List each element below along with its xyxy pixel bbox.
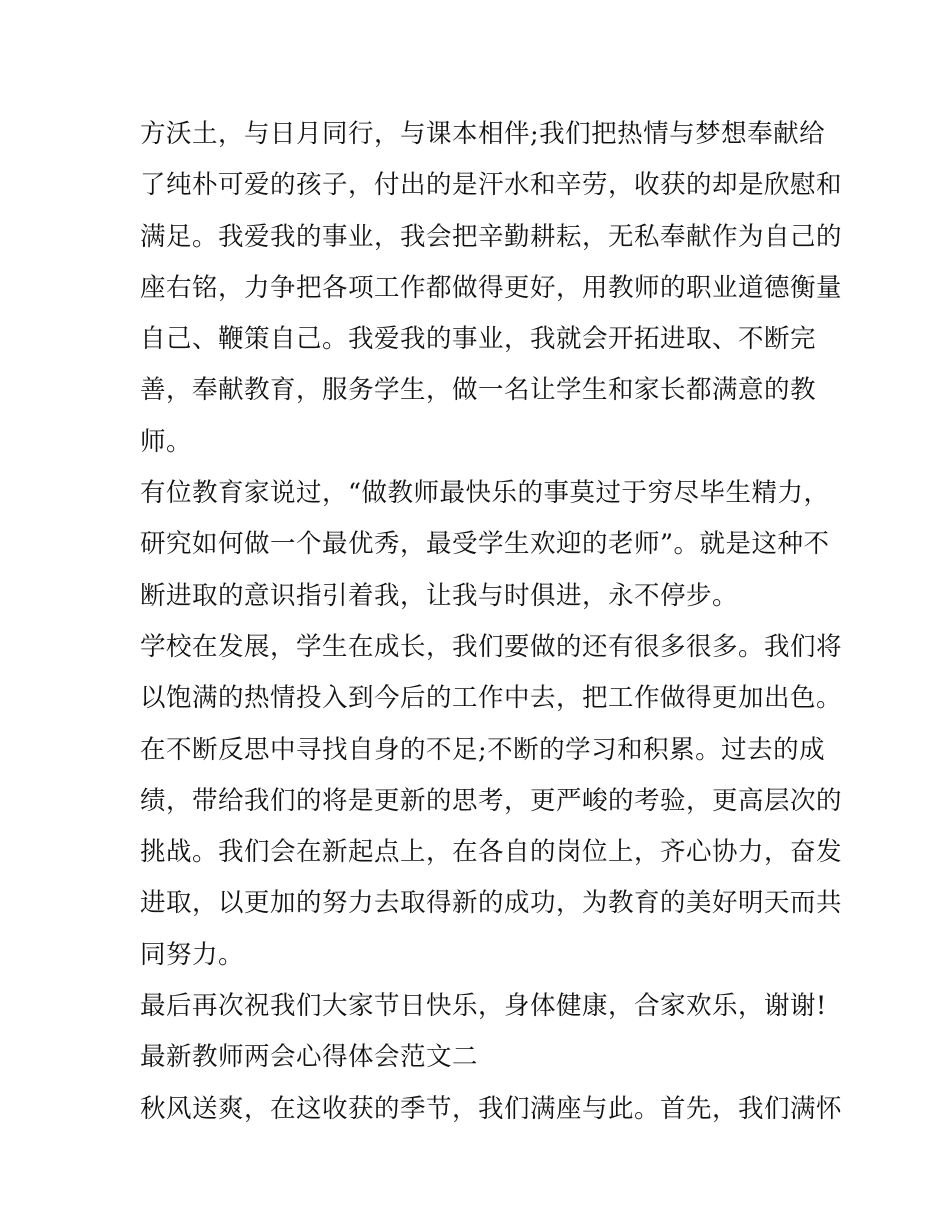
- text-line-9: 研究如何做一个最优秀，最受学生欢迎的老师”。就是这种不: [140, 529, 830, 560]
- text-line-6: 善，奉献教育，服务学生，做一名让学生和家长都满意的教: [140, 375, 817, 406]
- text-line-13: 在不断反思中寻找自身的不足;不断的学习和积累。过去的成: [140, 734, 826, 765]
- text-line-2: 了纯朴可爱的孩子，付出的是汗水和辛劳，收获的却是欣慰和: [140, 170, 843, 201]
- text-line-7: 师。: [140, 426, 193, 457]
- text-line-8: 有位教育家说过，“做教师最快乐的事莫过于穷尽毕生精力，: [140, 478, 830, 509]
- text-line-16: 进取，以更加的努力去取得新的成功，为教育的美好明天而共: [140, 888, 843, 919]
- text-line-20: 秋风送爽，在这收获的季节，我们满座与此。首先，我们满怀: [140, 1093, 843, 1124]
- text-line-14: 绩，带给我们的将是更新的思考，更严峻的考验，更高层次的: [140, 785, 843, 816]
- text-line-5: 自己、鞭策自己。我爱我的事业，我就会开拓进取、不断完: [140, 324, 817, 355]
- text-line-10: 断进取的意识指引着我，让我与时俱进，永不停步。: [140, 580, 739, 611]
- section-heading: 最新教师两会心得体会范文二: [140, 1042, 479, 1073]
- text-line-18: 最后再次祝我们大家节日快乐，身体健康，合家欢乐，谢谢!: [140, 991, 827, 1022]
- text-line-11: 学校在发展，学生在成长，我们要做的还有很多很多。我们将: [140, 631, 843, 662]
- text-line-1: 方沃土，与日月同行，与课本相伴;我们把热情与梦想奉献给: [140, 119, 826, 149]
- text-line-12: 以饱满的热情投入到今后的工作中去，把工作做得更加出色。: [140, 683, 843, 714]
- document-body: [140, 109, 843, 1135]
- text-line-4: 座右铭，力争把各项工作都做得更好，用教师的职业道德衡量: [140, 272, 843, 303]
- text-line-15: 挑战。我们会在新起点上，在各自的岗位上，齐心协力，奋发: [140, 837, 843, 868]
- text-line-3: 满足。我爱我的事业，我会把辛勤耕耘，无私奉献作为自己的: [140, 221, 843, 252]
- text-line-17: 同努力。: [140, 939, 245, 970]
